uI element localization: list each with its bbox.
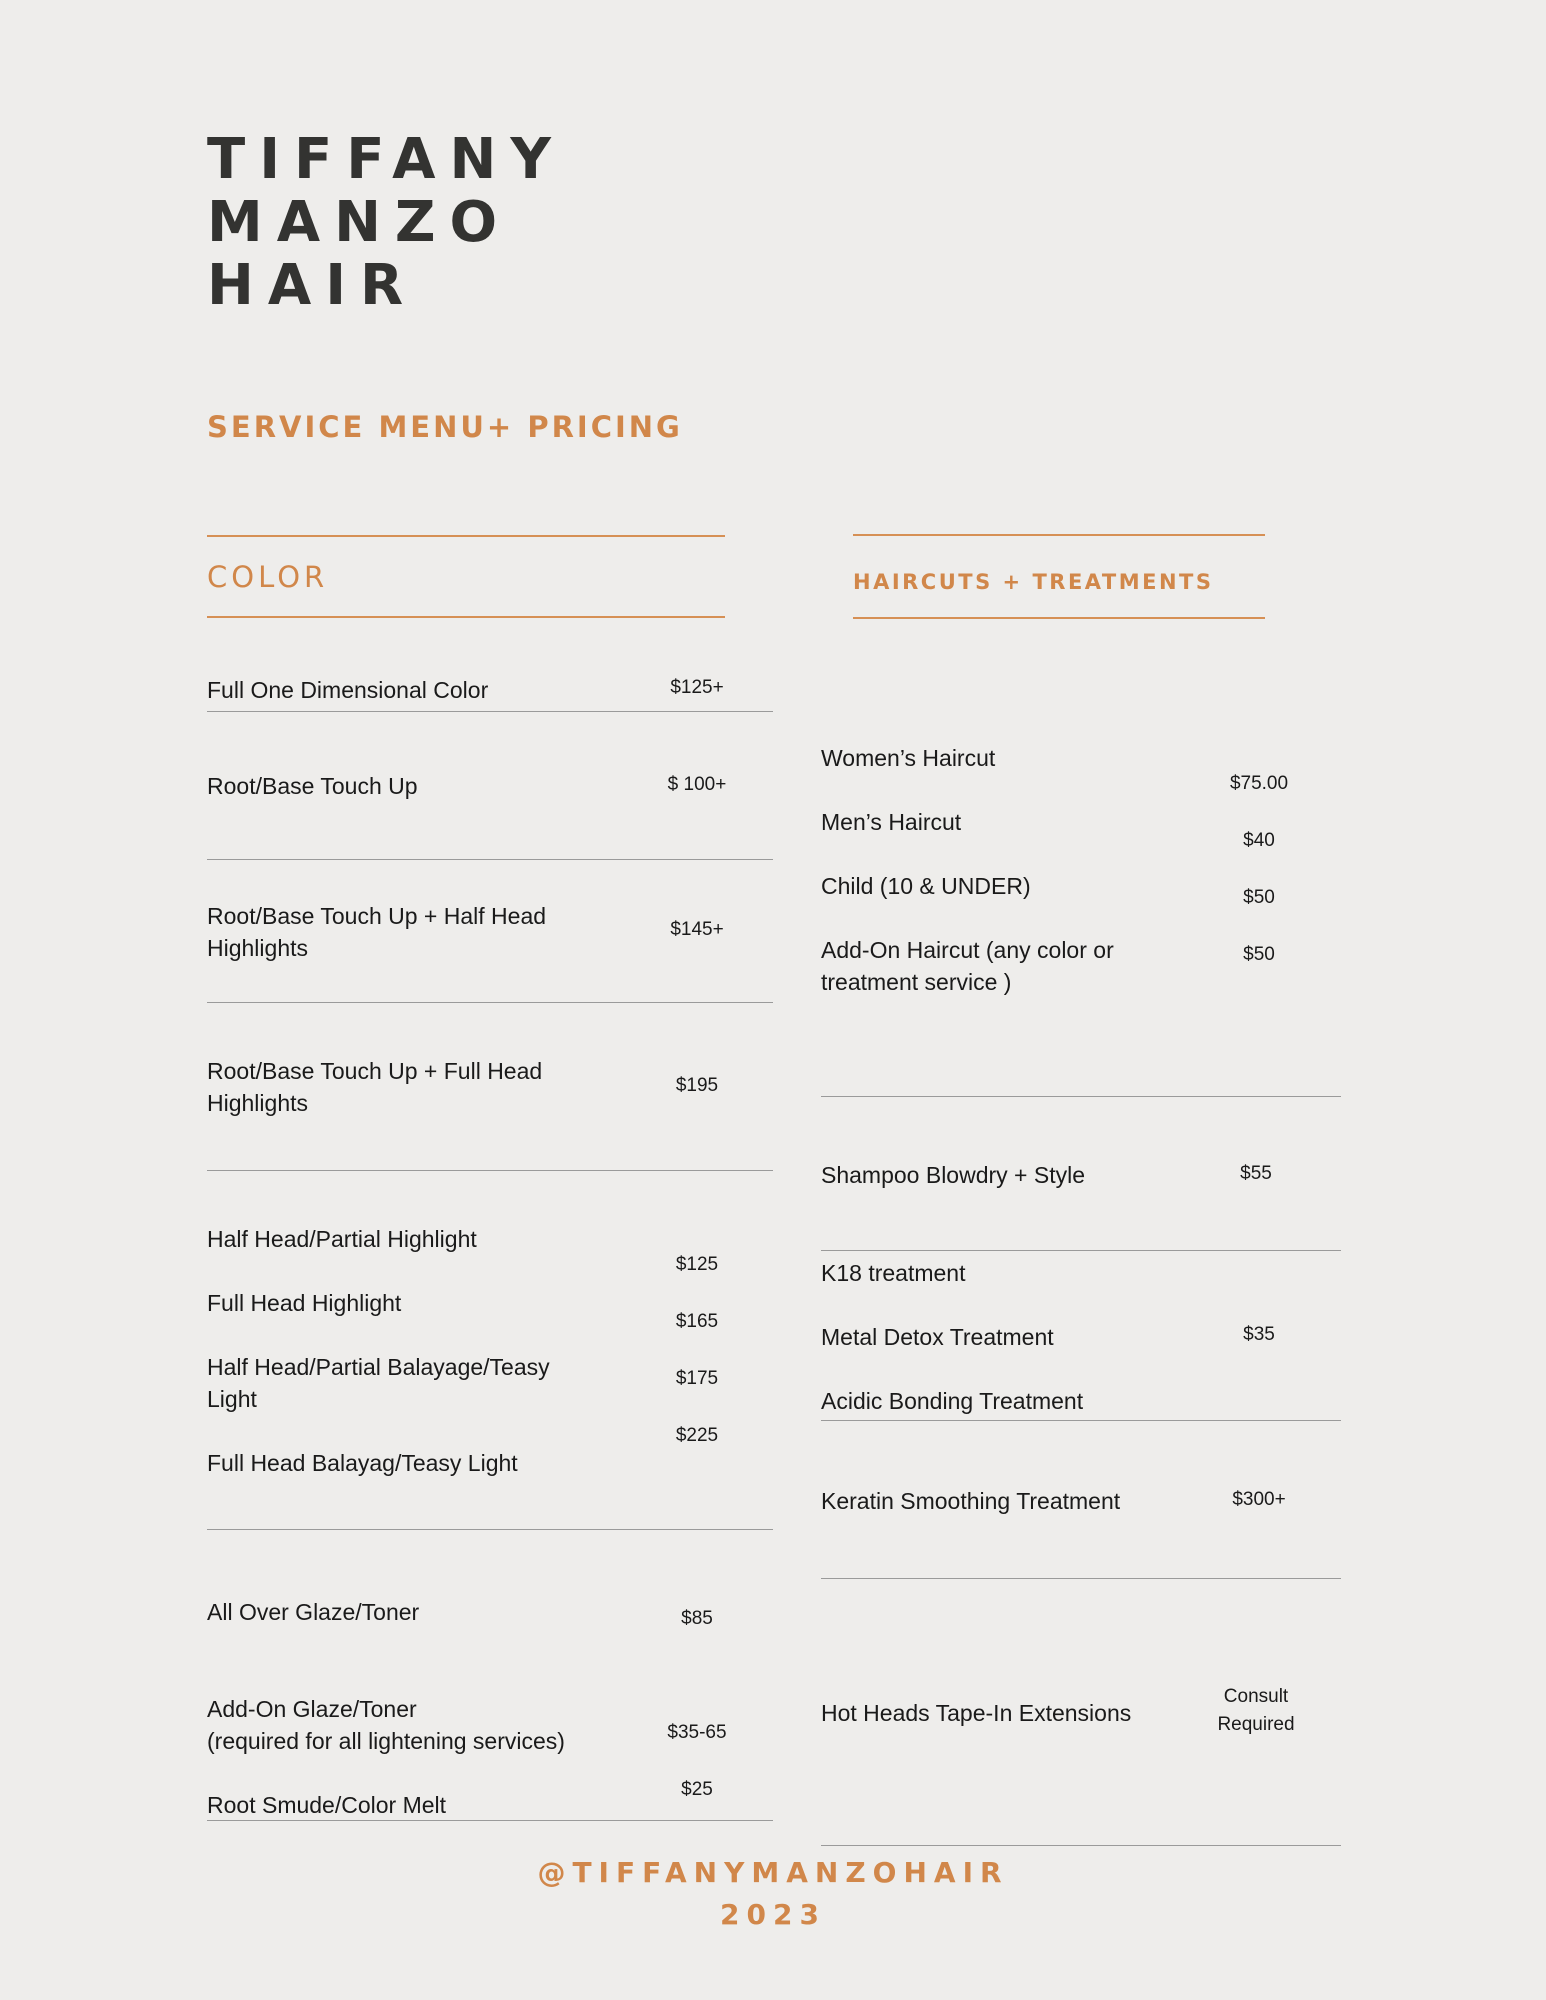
brand-title xyxy=(207,128,565,317)
price-hot-heads xyxy=(1196,1683,1316,1739)
divider xyxy=(821,1096,1341,1097)
price-root-full-head: $195 xyxy=(675,1075,719,1096)
divider xyxy=(207,859,773,860)
footer-handle: @TIFFANYMANZOHAIR xyxy=(537,1856,1009,1889)
service-metal-detox: Metal Detox Treatment xyxy=(821,1324,1054,1350)
service-line: Half Head/Partial Balayage/Teasy xyxy=(207,1354,550,1380)
footer-year: 2023 xyxy=(720,1898,826,1931)
service-root-half-head xyxy=(207,900,546,964)
service-acidic-bonding: Acidic Bonding Treatment xyxy=(821,1388,1084,1414)
divider xyxy=(821,1845,1341,1846)
price-keratin: $300+ xyxy=(1232,1489,1286,1510)
divider xyxy=(821,1420,1341,1421)
haircut-top-rule xyxy=(853,534,1265,536)
service-root-touch-up: Root/Base Touch Up xyxy=(207,773,418,799)
brand-line-3: HAIR xyxy=(207,253,418,318)
service-line: (required for all lightening services) xyxy=(207,1728,565,1754)
service-line: Add-On Glaze/Toner xyxy=(207,1696,417,1722)
price-line: Required xyxy=(1217,1714,1295,1735)
price-child: $50 xyxy=(1243,887,1275,908)
service-full-one-dimensional: Full One Dimensional Color xyxy=(207,677,489,703)
price-full-head-balayage: $225 xyxy=(675,1425,719,1446)
service-add-on-haircut xyxy=(821,934,1114,998)
price-full-one-dimensional: $125+ xyxy=(670,677,724,698)
service-add-on-glaze xyxy=(207,1693,565,1757)
price-line: Consult xyxy=(1223,1686,1289,1707)
service-k18: K18 treatment xyxy=(821,1260,966,1286)
service-womens-haircut: Women’s Haircut xyxy=(821,745,996,771)
service-line: Light xyxy=(207,1386,257,1412)
price-full-head-highlight: $165 xyxy=(675,1311,719,1332)
service-child: Child (10 & UNDER) xyxy=(821,873,1031,899)
divider xyxy=(207,711,773,712)
service-line: Root/Base Touch Up + Full Head xyxy=(207,1058,543,1084)
service-all-over-glaze: All Over Glaze/Toner xyxy=(207,1599,420,1625)
brand-line-2: MANZO xyxy=(207,190,512,255)
service-full-head-balayage: Full Head Balayag/Teasy Light xyxy=(207,1450,518,1476)
color-bottom-rule xyxy=(207,616,725,618)
color-top-rule xyxy=(207,535,725,537)
price-metal-detox: $35 xyxy=(1243,1324,1275,1345)
price-half-head-partial: $125 xyxy=(675,1254,719,1275)
service-keratin: Keratin Smoothing Treatment xyxy=(821,1488,1121,1514)
service-line: Root/Base Touch Up + Half Head xyxy=(207,903,547,929)
price-half-head-balayage: $175 xyxy=(675,1368,719,1389)
price-root-smude: $25 xyxy=(681,1779,713,1800)
service-line: treatment service ) xyxy=(821,969,1012,995)
divider xyxy=(207,1002,773,1003)
service-half-head-partial: Half Head/Partial Highlight xyxy=(207,1226,477,1252)
service-line: Highlights xyxy=(207,935,308,961)
service-half-head-balayage xyxy=(207,1351,550,1415)
service-line: Add-On Haircut (any color or xyxy=(821,937,1114,963)
price-add-on-glaze: $35-65 xyxy=(667,1722,727,1743)
divider xyxy=(207,1820,773,1821)
divider xyxy=(821,1578,1341,1579)
service-shampoo-blowdry: Shampoo Blowdry + Style xyxy=(821,1162,1085,1188)
divider xyxy=(207,1170,773,1171)
haircut-section-title: HAIRCUTS + TREATMENTS xyxy=(853,570,1214,594)
price-root-half-head: $145+ xyxy=(670,919,724,940)
price-womens-haircut: $75.00 xyxy=(1229,773,1289,794)
price-all-over-glaze: $85 xyxy=(681,1608,713,1629)
divider xyxy=(821,1250,1341,1251)
haircut-bottom-rule xyxy=(853,617,1265,619)
service-root-full-head xyxy=(207,1055,542,1119)
price-mens-haircut: $40 xyxy=(1243,830,1275,851)
service-line: Highlights xyxy=(207,1090,308,1116)
brand-line-1: TIFFANY xyxy=(207,127,565,192)
service-full-head-highlight: Full Head Highlight xyxy=(207,1290,402,1316)
color-section-title: COLOR xyxy=(207,560,329,594)
page-subtitle: SERVICE MENU+ PRICING xyxy=(207,410,683,444)
service-root-smude: Root Smude/Color Melt xyxy=(207,1792,447,1818)
service-hot-heads: Hot Heads Tape-In Extensions xyxy=(821,1700,1132,1726)
service-mens-haircut: Men’s Haircut xyxy=(821,809,962,835)
price-shampoo-blowdry: $55 xyxy=(1240,1163,1272,1184)
price-add-on-haircut: $50 xyxy=(1243,944,1275,965)
price-root-touch-up: $ 100+ xyxy=(667,774,727,795)
divider xyxy=(207,1529,773,1530)
